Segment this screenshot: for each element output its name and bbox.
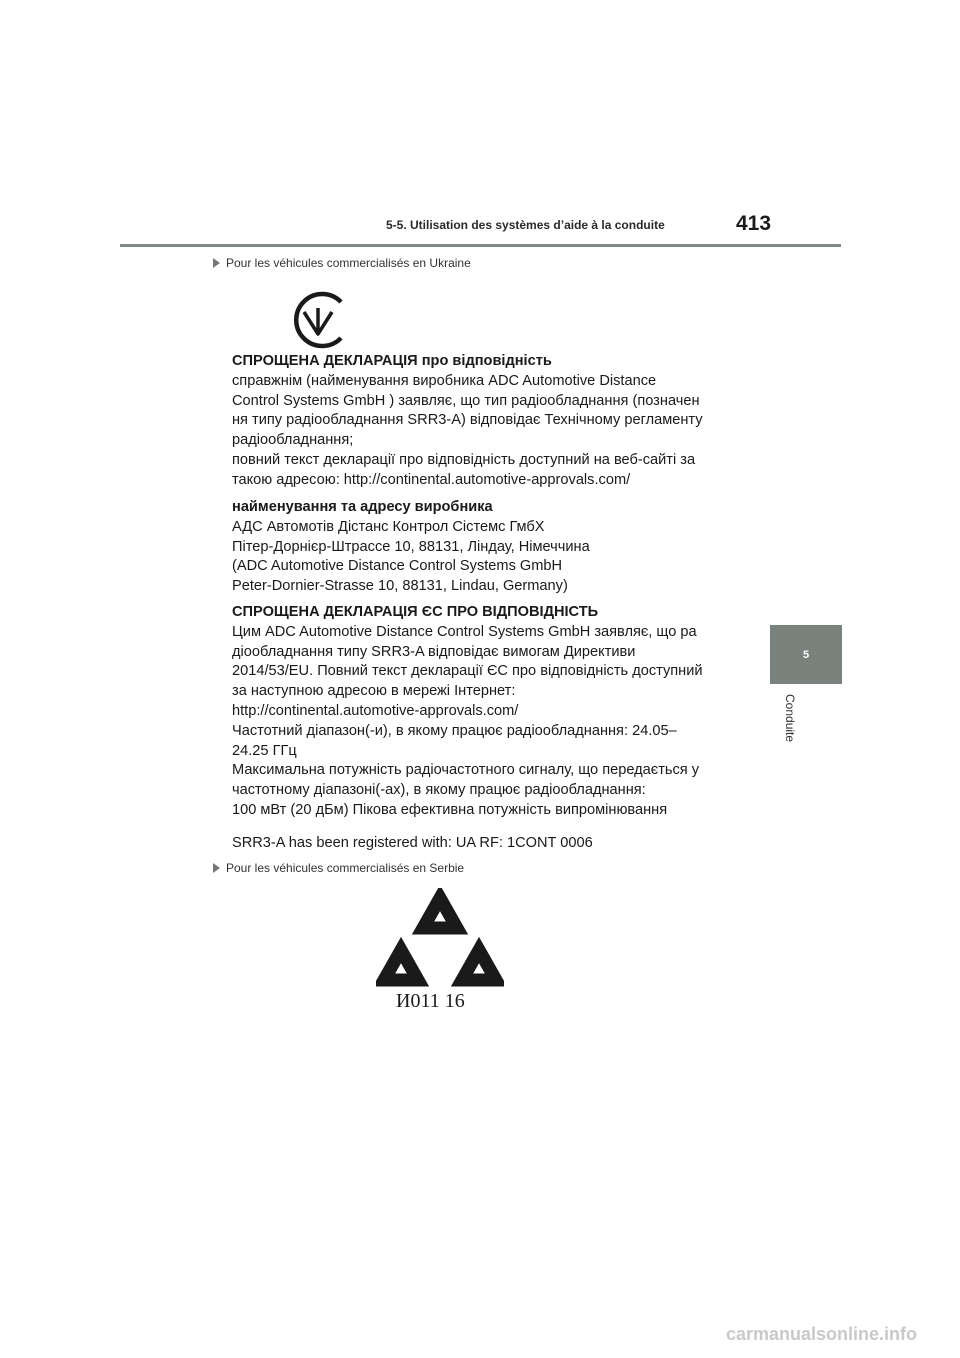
declaration-line: повний текст декларації про відповідність доступний на веб-сайті за [232, 451, 696, 468]
section-label-serbia [213, 861, 464, 875]
manufacturer-line: АДС Автомотів Дістанс Контрол Сістемс ГмбХ [232, 518, 545, 535]
manufacturer-line: Пітер-Дорнієр-Штрассе 10, 88131, Ліндау, Німеччина [232, 538, 590, 555]
chapter-tab [770, 625, 842, 684]
eu-declaration-line: Частотний діапазон(-и), в якому працює радіообладнання: 24.05– [232, 722, 677, 739]
declaration-heading: СПРОЩЕНА ДЕКЛАРАЦІЯ про відповідність [232, 353, 552, 369]
eu-declaration-line: Максимальна потужність радіочастотного сигналу, що передається у [232, 762, 700, 779]
declaration-line: радіообладнання; [232, 432, 354, 449]
eu-declaration-line: 24.25 ГГц [232, 742, 297, 759]
page-number: 413 [736, 212, 772, 235]
eu-declaration-line: діообладнання типу SRR3-A відповідає вимогам Директиви [232, 643, 636, 660]
eu-declaration-line: Цим ADC Automotive Distance Control Systems GmbH заявляє, що ра [232, 623, 697, 640]
section-label-ukraine [213, 256, 471, 270]
chapter-label: Conduite [783, 694, 797, 743]
declaration-block-eu [232, 603, 752, 821]
manufacturer-block [232, 498, 752, 597]
ukrainian-conformity-mark-icon [288, 290, 350, 350]
eu-declaration-line: http://continental.automotive-approvals.com/ [232, 702, 519, 719]
section-label-text: Pour les véhicules commercialisés en Serbie [226, 861, 465, 875]
eu-declaration-heading: СПРОЩЕНА ДЕКЛАРАЦІЯ ЄС ПРО ВІДПОВІДНІСТЬ [232, 604, 599, 620]
chapter-number: 5 [802, 648, 810, 661]
eu-declaration-line: 100 мВт (20 дБм) Пікова ефективна потужність випромінювання [232, 801, 668, 818]
bullet-arrow-icon [213, 258, 220, 268]
serbian-mark-code: И011 16 [396, 990, 465, 1012]
registration-line: SRR3-A has been registered with: UA RF: 1CONT 0006 [232, 835, 593, 851]
manufacturer-heading: найменування та адресу виробника [232, 499, 493, 515]
declaration-block-simplified [232, 352, 752, 491]
watermark: carmanualsonline.info [726, 1324, 918, 1344]
section-label-text: Pour les véhicules commercialisés en Ukraine [226, 256, 471, 270]
manufacturer-line: Peter-Dornier-Strasse 10, 88131, Lindau, Germany) [232, 578, 568, 595]
eu-declaration-line: частотному діапазоні(-ах), в якому працює радіообладнання: [232, 782, 646, 799]
header-divider [120, 244, 841, 247]
serbian-conformity-mark-icon [376, 888, 504, 990]
eu-declaration-line: за наступною адресою в мережі Інтернет: [232, 683, 516, 700]
declaration-line: справжнім (найменування виробника ADC Automotive Distance [232, 372, 657, 389]
bullet-arrow-icon [213, 863, 220, 873]
declaration-line: такою адресою: http://continental.automotive-approvals.com/ [232, 471, 631, 488]
section-header-title: 5-5. Utilisation des systèmes d’aide à la conduite [386, 218, 665, 232]
eu-declaration-line: 2014/53/EU. Повний текст декларації ЄС про відповідність доступний [232, 663, 703, 680]
declaration-line: Control Systems GmbH ) заявляє, що тип радіообладнання (позначен [232, 392, 700, 409]
manufacturer-line: (ADC Automotive Distance Control Systems GmbH [232, 558, 563, 575]
declaration-line: ня типу радіообладнання SRR3-A) відповідає Технічному регламенту [232, 412, 703, 429]
